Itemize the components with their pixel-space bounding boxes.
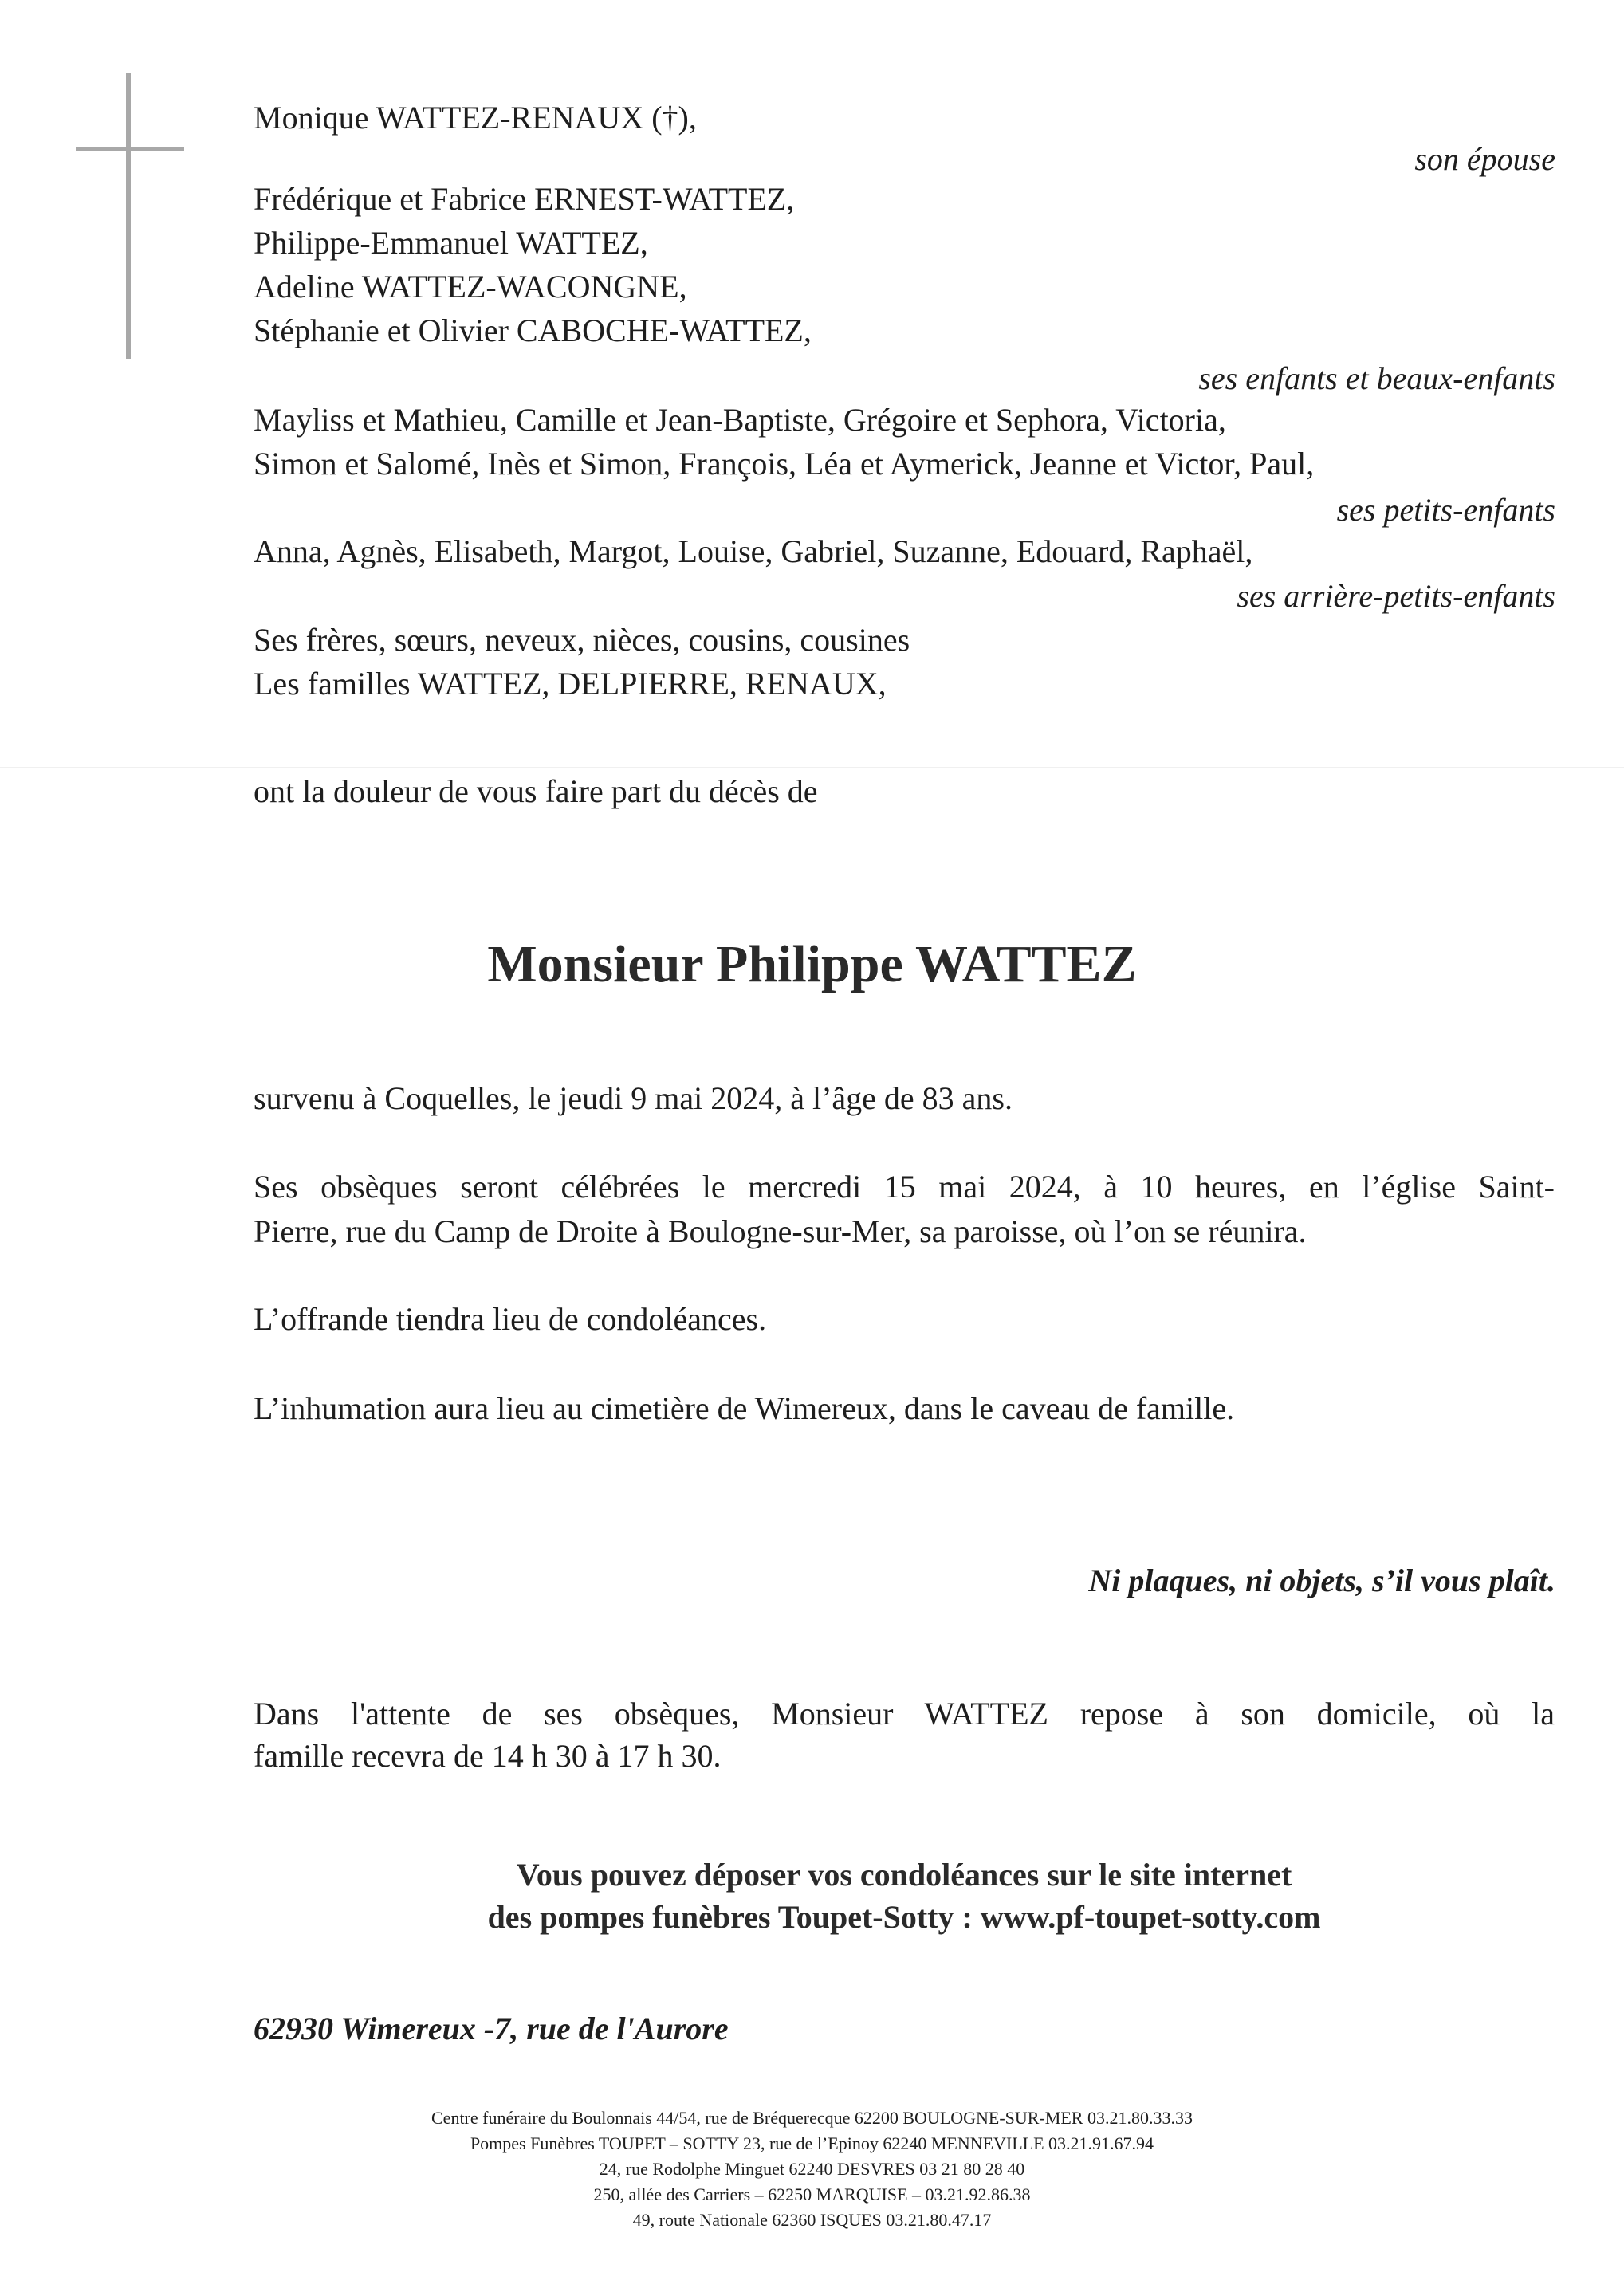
footer-line: 250, allée des Carriers – 62250 MARQUISE – 03.21.92.86.38 xyxy=(593,2184,1031,2204)
visitation-details: famille recevra de 14 h 30 à 17 h 30. xyxy=(254,1738,722,1774)
great-grandchildren-relation: ses arrière-petits-enfants xyxy=(1237,578,1555,614)
footer-line: Pompes Funèbres TOUPET – SOTTY 23, rue de l’Epinoy 62240 MENNEVILLE 03.21.91.67.94 xyxy=(470,2133,1154,2153)
condolences-notice: Vous pouvez déposer vos condoléances sur le site internet xyxy=(516,1857,1292,1893)
cross-horizontal-bar xyxy=(76,147,184,151)
footer-line: 24, rue Rodolphe Minguet 62240 DESVRES 03 21 80 28 40 xyxy=(599,2159,1025,2179)
spouse-relation: son épouse xyxy=(1414,141,1555,177)
other-relatives: Ses frères, sœurs, neveux, nièces, cousins, cousines xyxy=(254,622,910,658)
funeral-details: Ses obsèques seront célébrées le mercredi 15 mai 2024, à 10 heures, en l’église Saint- xyxy=(254,1169,1555,1205)
visitation-details: Dans l'attente de ses obsèques, Monsieur WATTEZ repose à son domicile, où la xyxy=(254,1696,1555,1732)
scan-artifact-line xyxy=(0,767,1624,768)
other-families: Les familles WATTEZ, DELPIERRE, RENAUX, xyxy=(254,666,887,702)
grandchildren-line: Simon et Salomé, Inès et Simon, François, Léa et Aymerick, Jeanne et Victor, Paul, xyxy=(254,446,1315,482)
footer-line: 49, route Nationale 62360 ISQUES 03.21.80.47.17 xyxy=(632,2210,992,2230)
deceased-name: Monsieur Philippe WATTEZ xyxy=(487,935,1137,993)
grandchildren-relation: ses petits-enfants xyxy=(1336,492,1555,528)
announcement-intro: ont la douleur de vous faire part du décès de xyxy=(254,773,818,809)
burial-details: L’inhumation aura lieu au cimetière de Wimereux, dans le caveau de famille. xyxy=(254,1390,1235,1426)
children-relation: ses enfants et beaux-enfants xyxy=(1198,360,1555,396)
child-name: Philippe-Emmanuel WATTEZ, xyxy=(254,225,648,261)
no-flowers-note: Ni plaques, ni objets, s’il vous plaît. xyxy=(1088,1563,1555,1598)
home-address: 62930 Wimereux -7, rue de l'Aurore xyxy=(254,2011,729,2046)
cross-vertical-bar xyxy=(126,73,131,359)
child-name: Stéphanie et Olivier CABOCHE-WATTEZ, xyxy=(254,313,812,348)
death-details: survenu à Coquelles, le jeudi 9 mai 2024, à l’âge de 83 ans. xyxy=(254,1080,1013,1116)
offering-note: L’offrande tiendra lieu de condoléances. xyxy=(254,1301,767,1337)
great-grandchildren-line: Anna, Agnès, Elisabeth, Margot, Louise, Gabriel, Suzanne, Edouard, Raphaël, xyxy=(254,533,1253,569)
footer-line: Centre funéraire du Boulonnais 44/54, rue de Bréquerecque 62200 BOULOGNE-SUR-MER 03.21.80.33.33 xyxy=(431,2108,1193,2128)
funeral-details: Pierre, rue du Camp de Droite à Boulogne-sur-Mer, sa paroisse, où l’on se réunira. xyxy=(254,1213,1307,1249)
child-name: Adeline WATTEZ-WACONGNE, xyxy=(254,269,687,305)
child-name: Frédérique et Fabrice ERNEST-WATTEZ, xyxy=(254,181,795,217)
grandchildren-line: Mayliss et Mathieu, Camille et Jean-Baptiste, Grégoire et Sephora, Victoria, xyxy=(254,402,1226,438)
condolences-website[interactable]: des pompes funèbres Toupet-Sotty : www.pf-toupet-sotty.com xyxy=(487,1899,1321,1935)
spouse-name: Monique WATTEZ-RENAUX (†), xyxy=(254,100,697,136)
